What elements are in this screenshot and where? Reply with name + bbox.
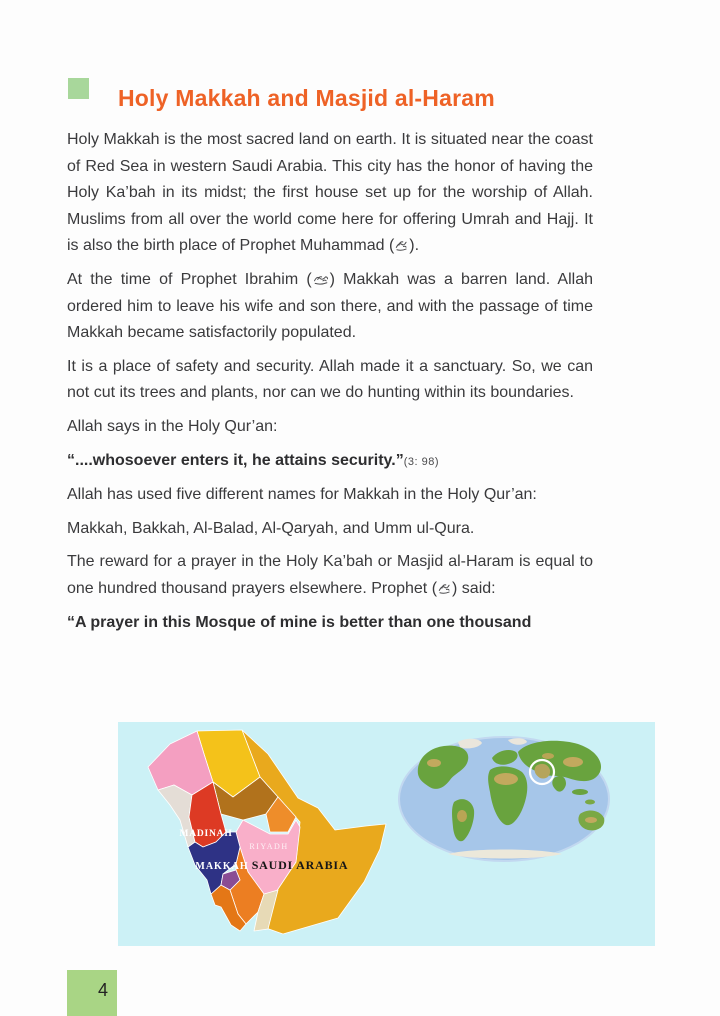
paragraph-sanctuary: It is a place of safety and security. Allah made it a sanctuary. So, we can not cut its trees and plants, nor can we do hunting within its boundaries. [67,357,593,402]
page-title: Holy Makkah and Masjid al-Haram [118,85,495,112]
paragraph-five-names: Allah has used five different names for Makkah in the Holy Qur’an: [67,486,537,504]
map-illustration [118,722,655,946]
verse-reference: (3: 98) [403,455,439,468]
world-map-inset [399,737,609,861]
alayhis-salam-calligraphy-icon [313,273,329,286]
paragraph-intro: Holy Makkah is the most sacred land on earth. It is situated near the coast of Red Sea in western Saudi Arabia. This city has the honor of having the Holy Ka’bah in its midst; the first house set up for the worship of Allah. Muslims from all over the world come here for offering Umrah and Hajj. It is also the birth place of Prophet Muhammad ( ). [67,131,593,255]
hadith-quote-line: “A prayer in this Mosque of mine is better than one thousand [67,613,532,631]
pbuh-calligraphy-icon [395,239,408,252]
pbuh-calligraphy-icon [438,582,451,595]
map-label-makkah: MAKKAH [195,861,249,872]
paragraph-reward: The reward for a prayer in the Holy Ka’bah or Masjid al-Haram is equal to one hundred thousand prayers elsewhere. Prophet ( ) said: [67,553,593,597]
quran-quote-line [67,448,593,476]
paragraph-ibrahim: At the time of Prophet Ibrahim ( ) Makkah was a barren land. Allah ordered him to leave his wife and son there, and with the passage of time Makkah became satisfactorily populated. [67,270,594,342]
map-label-saudi-arabia: SAUDI ARABIA [251,858,349,872]
paragraph-allah-says: Allah says in the Holy Qur’an: [67,417,278,435]
body-text-block [67,127,593,643]
page-number-box [67,970,117,1016]
page-number: 4 [97,980,108,1000]
map-label-madinah: MADINAH [179,829,233,839]
map-label-riyadh: RIYADH [249,842,289,851]
quran-quote-text: “....whosoever enters it, he attains security.” [67,451,404,469]
title-bullet-square [68,78,89,99]
saudi-arabia-map-figure [118,722,655,946]
paragraph-names-list: Makkah, Bakkah, Al-Balad, Al-Qaryah, and Umm ul-Qura. [67,519,475,537]
